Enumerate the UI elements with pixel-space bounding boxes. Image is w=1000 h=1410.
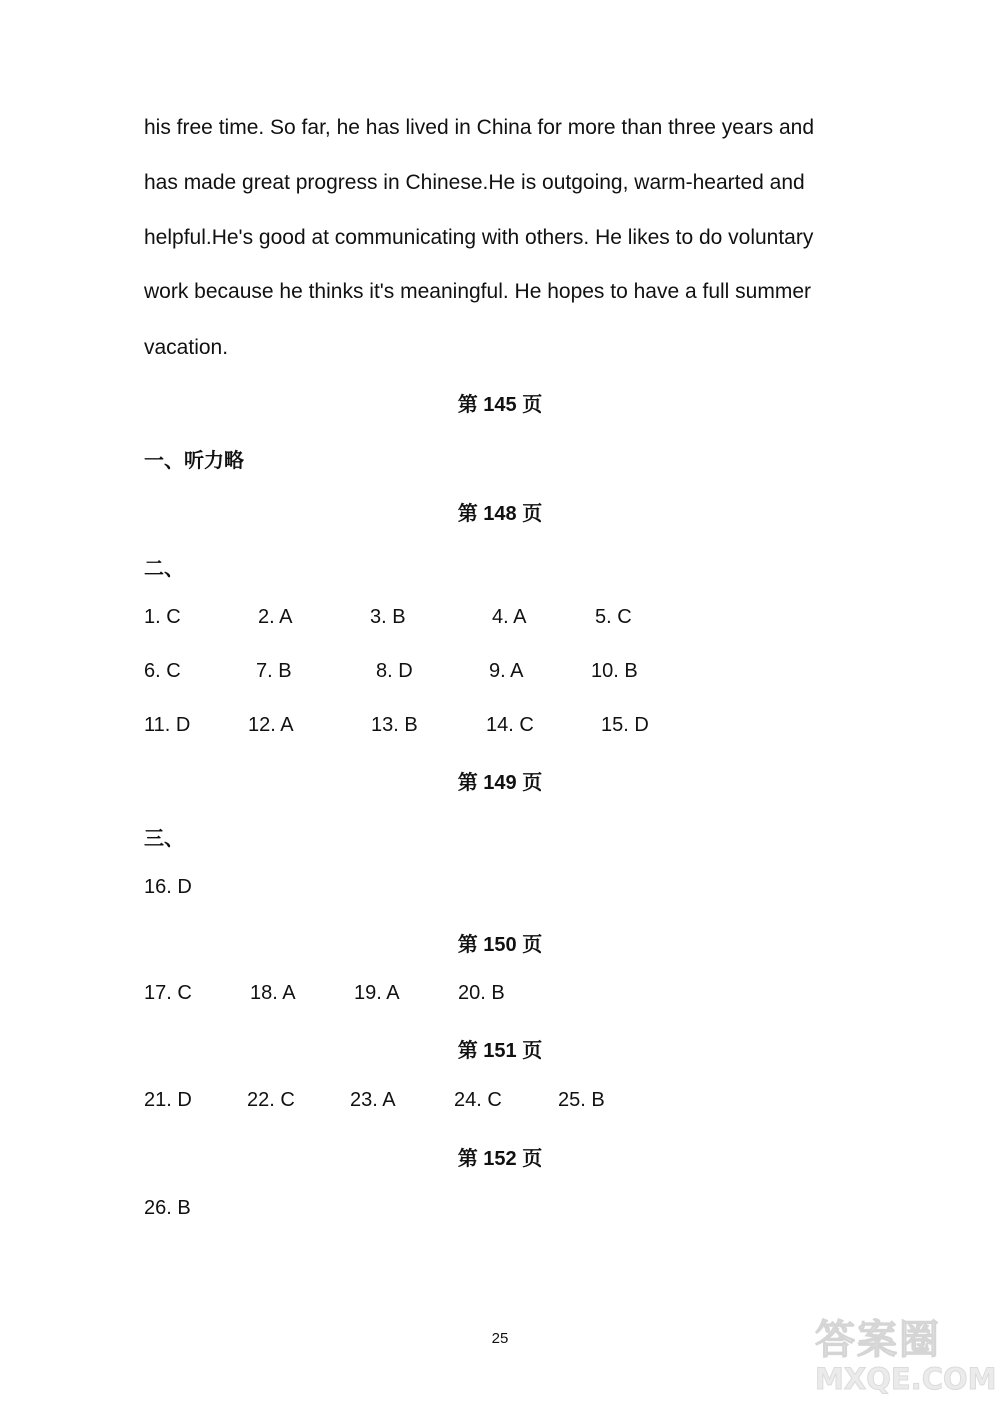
page-heading-150: 第 150 页 (457, 934, 543, 956)
answer-21: 21. D (144, 1089, 192, 1111)
answer-23: 23. A (350, 1089, 396, 1111)
page-heading-145: 第 145 页 (457, 394, 543, 416)
answer-15: 15. D (601, 714, 649, 736)
answer-16: 16. D (144, 876, 192, 898)
page-heading-148: 第 148 页 (457, 503, 543, 525)
answer-2: 2. A (258, 606, 293, 628)
watermark-text-line-2: MXQE.COM (815, 1362, 997, 1396)
answer-11: 11. D (144, 714, 191, 736)
paragraph-line-4: work because he thinks it's meaningful. He hopes to have a full summer (144, 280, 812, 303)
paragraph-line-5: vacation. (144, 336, 229, 359)
answer-10: 10. B (591, 660, 638, 682)
answer-4: 4. A (492, 606, 527, 628)
answer-13: 13. B (371, 714, 418, 736)
answer-26: 26. B (144, 1197, 191, 1219)
page-heading-149: 第 149 页 (457, 772, 543, 794)
answer-19: 19. A (354, 982, 400, 1004)
answer-14: 14. C (486, 714, 534, 736)
page-heading-151: 第 151 页 (457, 1040, 543, 1062)
paragraph-line-2: has made great progress in Chinese.He is outgoing, warm-hearted and (144, 171, 805, 194)
section-two-label: 二、 (144, 558, 184, 580)
section-one-label: 一、听力略 (144, 450, 244, 472)
answer-17: 17. C (144, 982, 192, 1004)
page-number: 25 (491, 1330, 509, 1347)
paragraph-line-3: helpful.He's good at communicating with others. He likes to do voluntary (144, 226, 814, 249)
answer-25: 25. B (558, 1089, 605, 1111)
answer-8: 8. D (376, 660, 413, 682)
section-three-label: 三、 (144, 828, 184, 850)
answer-9: 9. A (489, 660, 524, 682)
answer-20: 20. B (458, 982, 505, 1004)
answer-22: 22. C (247, 1089, 295, 1111)
paragraph-line-1: his free time. So far, he has lived in China for more than three years and (144, 116, 815, 139)
answer-3: 3. B (370, 606, 406, 628)
answer-1: 1. C (144, 606, 181, 628)
answer-6: 6. C (144, 660, 181, 682)
watermark-text-line-1: 答案圈 (815, 1317, 941, 1363)
answer-7: 7. B (256, 660, 292, 682)
site-watermark-logo (815, 1318, 995, 1404)
answer-18: 18. A (250, 982, 296, 1004)
page-heading-152: 第 152 页 (457, 1148, 543, 1170)
answer-12: 12. A (248, 714, 294, 736)
answer-24: 24. C (454, 1089, 502, 1111)
answer-5: 5. C (595, 606, 632, 628)
